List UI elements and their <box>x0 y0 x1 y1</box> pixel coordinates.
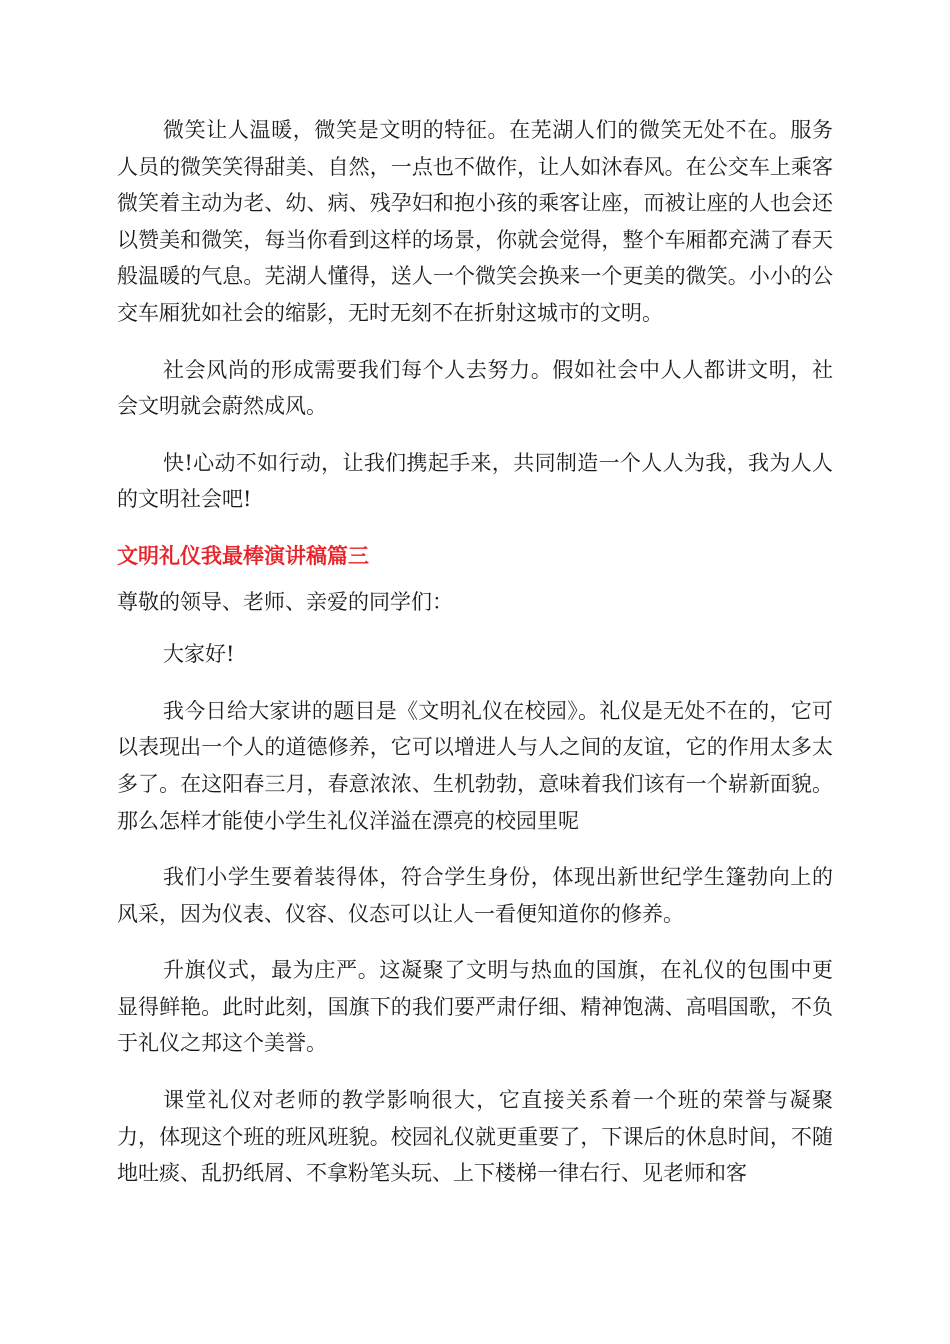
greeting: 大家好! <box>163 642 235 667</box>
paragraph: 我们小学生要着装得体，符合学生身份，体现出新世纪学生篷勃向上的风采，因为仪表、仪容、仪态可以让人一看便知道你的修养。 <box>117 865 833 926</box>
paragraph: 社会风尚的形成需要我们每个人去努力。假如社会中人人都讲文明，社会文明就会蔚然成风。 <box>117 357 833 419</box>
document-page <box>117 112 833 1212</box>
salutation: 尊敬的领导、老师、亲爱的同学们： <box>117 589 453 614</box>
paragraph: 升旗仪式，最为庄严。这凝聚了文明与热血的国旗，在礼仪的包围中更显得鲜艳。此时此刻，国旗下的我们要严肃仔细、精神饱满、高唱国歌，不负于礼仪之邦这个美誉。 <box>117 958 833 1056</box>
section-title: 文明礼仪我最棒演讲稿篇三 <box>117 543 369 568</box>
paragraph: 快!心动不如行动，让我们携起手来，共同制造一个人人为我，我为人人的文明社会吧! <box>117 450 833 512</box>
paragraph: 微笑让人温暖，微笑是文明的特征。在芜湖人们的微笑无处不在。服务人员的微笑笑得甜美、自然，一点也不做作，让人如沐春风。在公交车上乘客微笑着主动为老、幼、病、残孕妇和抱小孩的乘客让座，而被让座的人也会还以赞美和微笑，每当你看到这样的场景，你就会觉得，整个车厢都充满了春天般温暖的气息。芜湖人懂得，送人一个微笑会换来一个更美的微笑。小小的公交车厢犹如社会的缩影，无时无刻不在折射这城市的文明。 <box>117 118 833 325</box>
paragraph: 课堂礼仪对老师的教学影响很大，它直接关系着一个班的荣誉与凝聚力，体现这个班的班风班貌。校园礼仪就更重要了，下课后的休息时间，不随地吐痰、乱扔纸屑、不拿粉笔头玩、上下楼梯一律右行、见老师和客 <box>117 1088 833 1186</box>
paragraph: 我今日给大家讲的题目是《文明礼仪在校园》。礼仪是无处不在的，它可以表现出一个人的道德修养，它可以增进人与人之间的友谊，它的作用太多太多了。在这阳春三月，春意浓浓、生机勃勃，意味着我们该有一个崭新面貌。那么怎样才能使小学生礼仪洋溢在漂亮的校园里呢 <box>117 698 833 833</box>
